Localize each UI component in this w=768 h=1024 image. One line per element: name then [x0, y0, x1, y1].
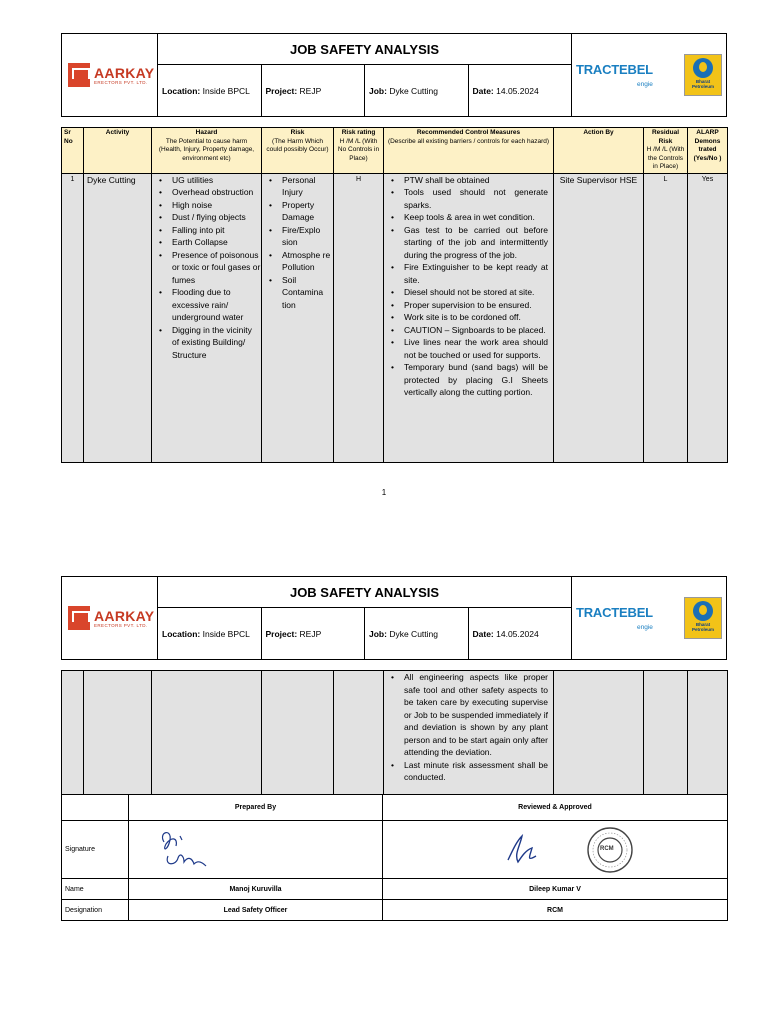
risk-list — [262, 174, 333, 312]
col-sr: Sr No — [62, 128, 84, 174]
list-item: • Last minute risk assessment shall be conducted. — [404, 759, 548, 784]
list-item: • Digging in the vicinity of existing Building/ Structure — [172, 324, 261, 362]
list-item: • Soil Contamina tion — [282, 274, 333, 312]
prepared-signature-cell — [129, 821, 383, 879]
list-item: • UG utilities — [172, 174, 261, 187]
header-table-2 — [61, 576, 727, 660]
row-action-by: Site Supervisor HSE — [554, 173, 644, 462]
reviewed-name: Dileep Kumar V — [383, 879, 728, 900]
jsa-table — [61, 127, 728, 463]
list-item: • Property Damage — [282, 199, 333, 224]
client-logos-cell — [572, 34, 727, 117]
col-residual-risk: Residual Risk H /M /L (With the Controls in Place) — [644, 128, 688, 174]
name-label: Name — [62, 879, 129, 900]
bpcl-logo-icon — [693, 58, 713, 78]
list-item: • Fire/Explo sion — [282, 224, 333, 249]
page-number: 1 — [381, 488, 387, 497]
measure-list — [384, 671, 553, 784]
prepared-name: Manoj Kuruvilla — [129, 879, 383, 900]
reviewed-approved-header: Reviewed & Approved — [383, 795, 728, 821]
designation-label: Designation — [62, 900, 129, 921]
list-item: • High noise — [172, 199, 261, 212]
aarkay-logo-icon — [68, 606, 90, 630]
prepared-designation: Lead Safety Officer — [129, 900, 383, 921]
list-item: • Gas test to be carried out before starting of the job and intermittently during the progress of the job. — [404, 224, 548, 262]
list-item: • All engineering aspects like proper safe tool and other safety aspects to be taken care by executing supervise or Job to be suspended immediately if and deviation is shown by any plant person and to be start again only after attending the deviation. — [404, 671, 548, 759]
list-item: • Presence of poisonous or toxic or foul gases or fumes — [172, 249, 261, 287]
row-sr: 1 — [62, 173, 84, 462]
jsa-table-continued — [61, 670, 728, 795]
row-residual-risk: L — [644, 173, 688, 462]
col-risk: Risk (The Harm Which could possibly Occur) — [262, 128, 334, 174]
row-risks — [262, 173, 334, 462]
company-logo-cell — [62, 577, 158, 660]
date-field: Date: 14.05.2024 — [468, 608, 572, 660]
row-alarp: Yes — [688, 173, 728, 462]
aarkay-logo — [62, 63, 157, 87]
reviewed-signature — [386, 822, 731, 878]
aarkay-logo — [62, 606, 157, 630]
list-item: • Overhead obstruction — [172, 186, 261, 199]
reviewed-designation: RCM — [383, 900, 728, 921]
signature-label: Signature — [62, 821, 129, 879]
company-sub: ERECTORS PVT. LTD. — [94, 79, 148, 85]
list-item: • Flooding due to excessive rain/ underground water — [172, 286, 261, 324]
bpcl-logo: Bharat Petroleum — [684, 54, 722, 96]
list-item: • Falling into pit — [172, 224, 261, 237]
row-hazards — [152, 173, 262, 462]
job-field: Job: Dyke Cutting — [365, 65, 469, 117]
row-activity: Dyke Cutting — [84, 173, 152, 462]
table-row — [62, 671, 728, 795]
col-control-measures: Recommended Control Measures (Describe all existing barriers / controls for each hazard) — [384, 128, 554, 174]
list-item: • Earth Collapse — [172, 236, 261, 249]
column-header-row — [62, 128, 728, 174]
list-item: • Proper supervision to be ensured. — [404, 299, 548, 312]
col-activity: Activity — [84, 128, 152, 174]
company-logo-cell — [62, 34, 158, 117]
list-item: • Live lines near the work area should not be touched or used for supports. — [404, 336, 548, 361]
list-item: • Keep tools & area in wet condition. — [404, 211, 548, 224]
company-sub: ERECTORS PVT. LTD. — [94, 622, 148, 628]
document-title: JOB SAFETY ANALYSIS — [158, 34, 572, 65]
list-item: • PTW shall be obtained — [404, 174, 548, 187]
aarkay-logo-icon — [68, 63, 90, 87]
project-field: Project: REJP — [261, 608, 365, 660]
page-1-body — [61, 127, 727, 463]
client-logos-cell — [572, 577, 727, 660]
tractebel-logo: TRACTEBEL engie — [576, 62, 653, 88]
col-alarp: ALARP Demons trated (Yes/No ) — [688, 128, 728, 174]
list-item: • Dust / flying objects — [172, 211, 261, 224]
row-control-measures — [384, 173, 554, 462]
prepared-signature — [132, 822, 386, 878]
list-item: • Diesel should not be stored at site. — [404, 286, 548, 299]
bpcl-logo-icon — [693, 601, 713, 621]
list-item: • Atmosphe re Pollution — [282, 249, 333, 274]
page-2-header — [61, 576, 727, 660]
page-2-body — [61, 670, 727, 921]
page-1-header — [61, 33, 727, 117]
list-item: • Work site is to be cordoned off. — [404, 311, 548, 324]
location-field: Location: Inside BPCL — [158, 65, 262, 117]
date-field: Date: 14.05.2024 — [468, 65, 572, 117]
document-title: JOB SAFETY ANALYSIS — [158, 577, 572, 608]
location-field: Location: Inside BPCL — [158, 608, 262, 660]
job-field: Job: Dyke Cutting — [365, 608, 469, 660]
list-item: • Fire Extinguisher to be kept ready at site. — [404, 261, 548, 286]
list-item: • Personal Injury — [282, 174, 333, 199]
company-name: AARKAY — [94, 64, 155, 81]
header-table — [61, 33, 727, 117]
signoff-table — [61, 794, 728, 921]
col-hazard: Hazard The Potential to cause harm (Health, Injury, Property damage, environment etc) — [152, 128, 262, 174]
reviewed-signature-cell — [383, 821, 728, 879]
col-risk-rating: Risk rating H /M /L (With No Controls in Place) — [334, 128, 384, 174]
row-control-measures — [384, 671, 554, 795]
list-item: • Temporary bund (sand bags) will be protected by placing G.I Sheets vertically along the cutting portion. — [404, 361, 548, 399]
hazard-list — [152, 174, 261, 362]
bpcl-logo: Bharat Petroleum — [684, 597, 722, 639]
list-item: • Tools used should not generate sparks. — [404, 186, 548, 211]
row-risk-rating: H — [334, 173, 384, 462]
project-field: Project: REJP — [261, 65, 365, 117]
stamp-text: RCM — [600, 845, 614, 852]
col-action-by: Action By — [554, 128, 644, 174]
company-name: AARKAY — [94, 607, 155, 624]
prepared-by-header: Prepared By — [129, 795, 383, 821]
measure-list — [384, 174, 553, 399]
list-item: • CAUTION – Signboards to be placed. — [404, 324, 548, 337]
table-row — [62, 173, 728, 462]
tractebel-logo: TRACTEBEL engie — [576, 605, 653, 631]
